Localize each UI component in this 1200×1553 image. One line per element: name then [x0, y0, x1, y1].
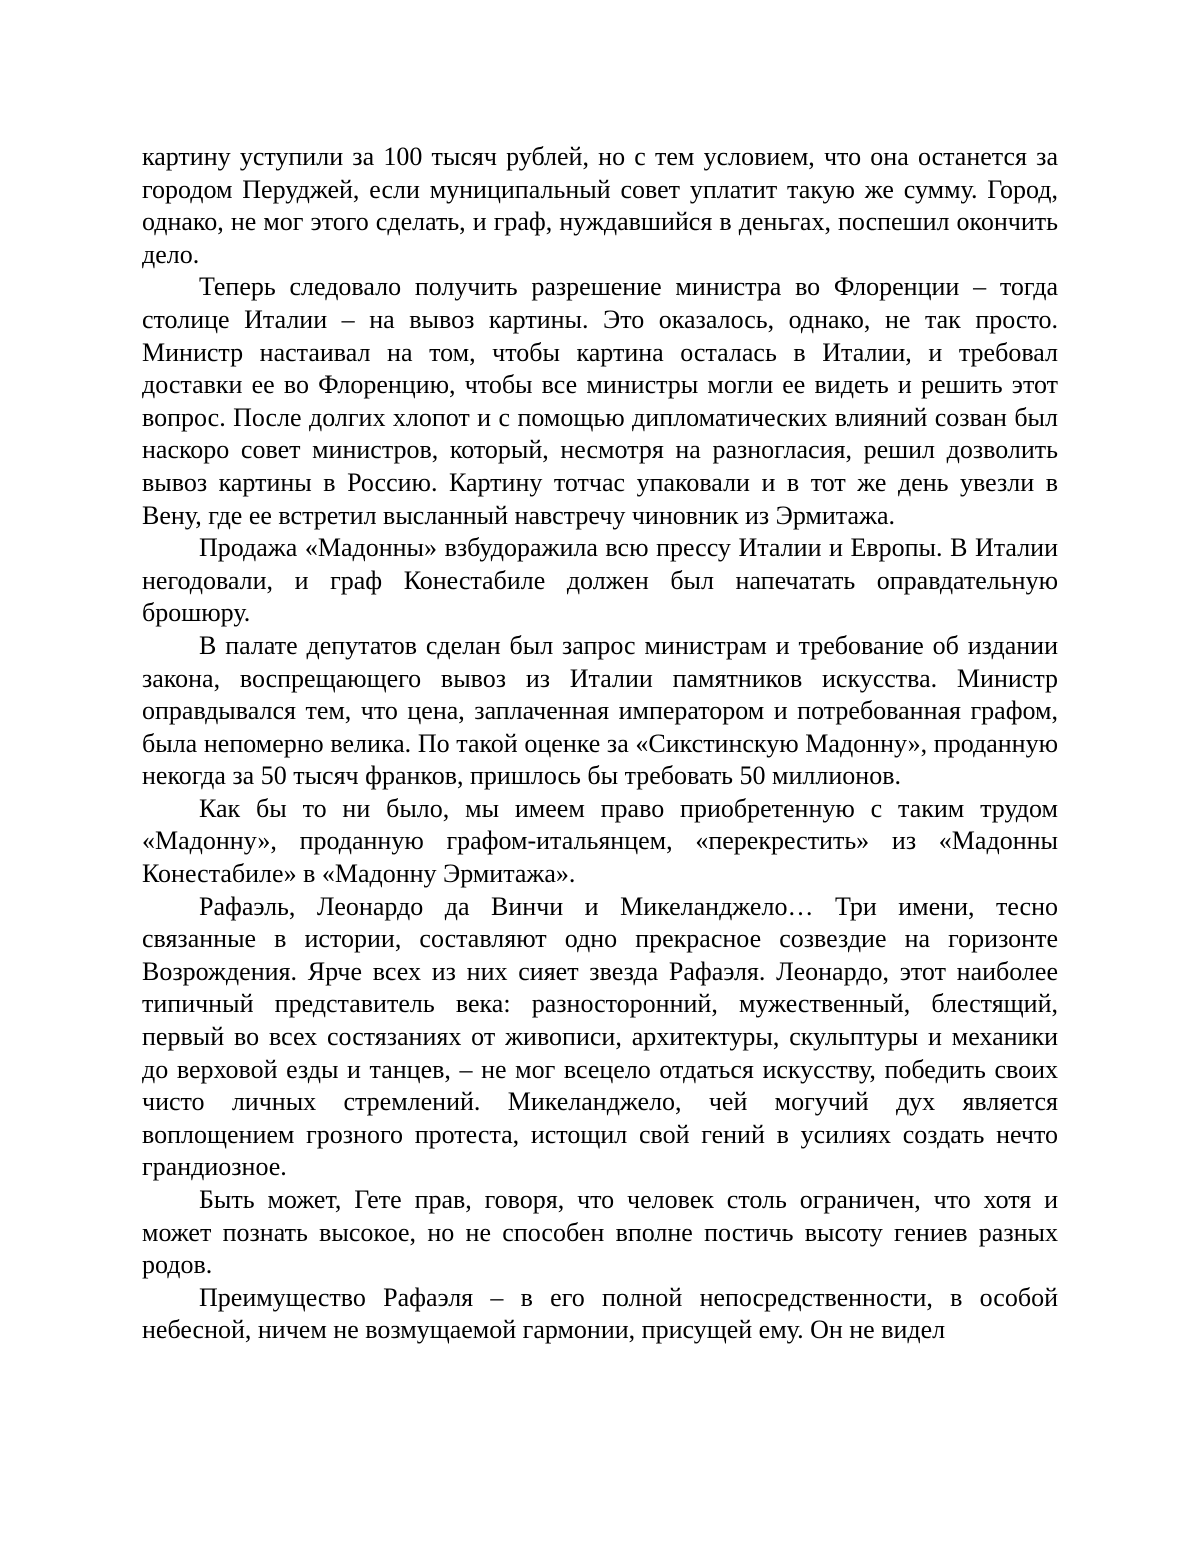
paragraph: Быть может, Гете прав, говоря, что человек столь ограничен, что хотя и может познать высокое, но не способен вполне постичь высоту гениев разных родов. — [142, 1185, 1058, 1280]
paragraph: Теперь следовало получить разрешение министра во Флоренции – тогда столице Италии – на вывоз картины. Это оказалось, однако, не так просто. Министр настаивал на том, чтобы картина осталась в Италии, и требовал доставки ее во Флоренцию, чтобы все министры могли ее видеть и решить этот вопрос. После долгих хлопот и с помощью дипломатических влияний созван был наскоро совет министров, который, несмотря на разногласия, решил дозволить вывоз картины в Россию. Картину тотчас упаковали и в тот же день увезли в Вену, где ее встретил высланный навстречу чиновник из Эрмитажа. — [142, 272, 1058, 530]
paragraph: Продажа «Мадонны» взбудоражила всю прессу Италии и Европы. В Италии негодовали, и граф Конестабиле должен был напечатать оправдательную брошюру. — [142, 533, 1058, 628]
paragraph: В палате депутатов сделан был запрос министрам и требование об издании закона, воспрещающего вывоз из Италии памятников искусства. Министр оправдывался тем, что цена, заплаченная императором и потребованная графом, была непомерно велика. По такой оценке за «Сикстинскую Мадонну», проданную некогда за 50 тысяч франков, пришлось бы требовать 50 миллионов. — [142, 630, 1058, 791]
paragraph: Рафаэль, Леонардо да Винчи и Микеланджело… Три имени, тесно связанные в истории, составляют одно прекрасное созвездие на горизонте Возрождения. Ярче всех из них сияет звезда Рафаэля. Леонардо, этот наиболее типичный представитель века: разносторонний, мужественный, блестящий, первый во всех состязаниях от живописи, архитектуры, скульптуры и механики до верховой езды и танцев, – не мог всецело отдаться искусству, победить своих чисто личных стремлений. Микеланджело, чей могучий дух является воплощением грозного протеста, истощил свой гений в усилиях создать нечто грандиозное. — [142, 891, 1058, 1182]
paragraph: Преимущество Рафаэля – в его полной непосредственности, в особой небесной, ничем не возмущаемой гармонии, присущей ему. Он не видел — [142, 1282, 1058, 1345]
paragraph: Как бы то ни было, мы имеем право приобретенную с таким трудом «Мадонну», проданную графом-итальянцем, «перекрестить» из «Мадонны Конестабиле» в «Мадонну Эрмитажа». — [142, 793, 1058, 889]
body-text — [142, 141, 1058, 1347]
paragraph-continuation: картину уступили за 100 тысяч рублей, но с тем условием, что она останется за городом Перуджей, если муниципальный совет уплатит такую же сумму. Город, однако, не мог этого сделать, и граф, нуждавшийся в деньгах, поспешил окончить дело. — [142, 142, 1058, 269]
